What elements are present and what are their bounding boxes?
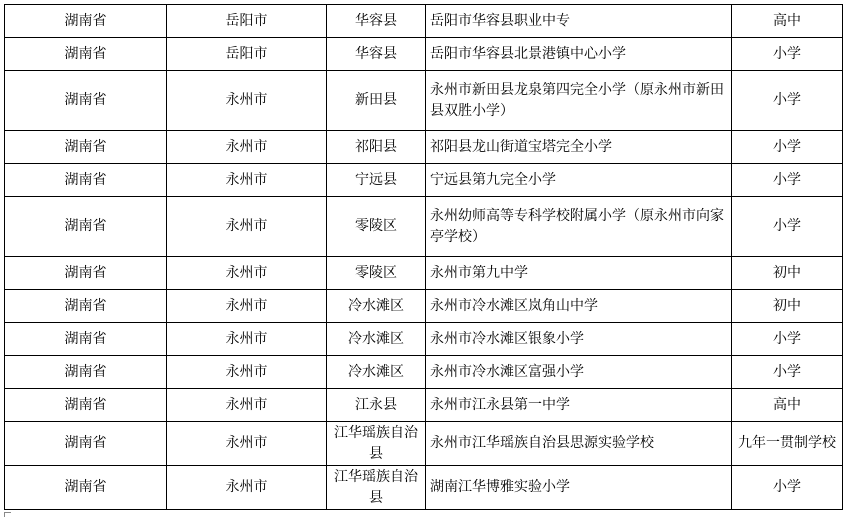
level-cell: 初中 (732, 257, 843, 290)
city-cell: 永州市 (167, 290, 327, 323)
level-cell: 初中 (732, 290, 843, 323)
county-cell: 祁阳县 (327, 131, 426, 164)
city-cell: 永州市 (167, 422, 327, 466)
province-cell: 湖南省 (5, 71, 167, 131)
province-cell: 湖南省 (5, 466, 167, 510)
province-cell: 湖南省 (5, 164, 167, 197)
province-cell: 湖南省 (5, 323, 167, 356)
city-cell: 永州市 (167, 356, 327, 389)
city-cell: 永州市 (167, 197, 327, 257)
school-cell: 岳阳市华容县北景港镇中心小学 (426, 38, 732, 71)
city-cell: 永州市 (167, 466, 327, 510)
school-cell: 祁阳县龙山街道宝塔完全小学 (426, 131, 732, 164)
county-cell: 冷水滩区 (327, 290, 426, 323)
province-cell: 湖南省 (5, 38, 167, 71)
school-cell: 永州市冷水滩区银象小学 (426, 323, 732, 356)
city-cell: 永州市 (167, 164, 327, 197)
table-row (5, 131, 843, 164)
level-cell: 小学 (732, 356, 843, 389)
city-cell: 永州市 (167, 257, 327, 290)
province-cell: 湖南省 (5, 5, 167, 38)
county-cell: 冷水滩区 (327, 356, 426, 389)
county-cell: 宁远县 (327, 164, 426, 197)
level-cell: 小学 (732, 164, 843, 197)
county-cell: 江华瑶族自治县 (327, 422, 426, 466)
level-cell: 九年一贯制学校 (732, 422, 843, 466)
level-cell: 高中 (732, 5, 843, 38)
province-cell: 湖南省 (5, 197, 167, 257)
level-cell: 小学 (732, 323, 843, 356)
table-row (5, 356, 843, 389)
province-cell: 湖南省 (5, 356, 167, 389)
table-row (5, 38, 843, 71)
school-cell: 永州市冷水滩区富强小学 (426, 356, 732, 389)
province-cell: 湖南省 (5, 389, 167, 422)
table-row (5, 197, 843, 257)
level-cell: 小学 (732, 131, 843, 164)
table-row (5, 466, 843, 510)
city-cell: 岳阳市 (167, 5, 327, 38)
county-cell: 冷水滩区 (327, 323, 426, 356)
city-cell: 永州市 (167, 131, 327, 164)
county-cell: 零陵区 (327, 197, 426, 257)
school-cell: 永州市新田县龙泉第四完全小学（原永州市新田县双胜小学） (426, 71, 732, 131)
county-cell: 零陵区 (327, 257, 426, 290)
school-cell: 永州市江华瑶族自治县思源实验学校 (426, 422, 732, 466)
province-cell: 湖南省 (5, 290, 167, 323)
county-cell: 江永县 (327, 389, 426, 422)
province-cell: 湖南省 (5, 131, 167, 164)
school-cell: 永州市江永县第一中学 (426, 389, 732, 422)
school-cell: 宁远县第九完全小学 (426, 164, 732, 197)
city-cell: 永州市 (167, 71, 327, 131)
level-cell: 小学 (732, 71, 843, 131)
city-cell: 永州市 (167, 323, 327, 356)
school-cell: 永州市第九中学 (426, 257, 732, 290)
table-row (5, 257, 843, 290)
city-cell: 永州市 (167, 389, 327, 422)
school-cell: 岳阳市华容县职业中专 (426, 5, 732, 38)
county-cell: 华容县 (327, 5, 426, 38)
school-cell: 湖南江华博雅实验小学 (426, 466, 732, 510)
table-row (5, 290, 843, 323)
table-row (5, 422, 843, 466)
table-row (5, 5, 843, 38)
county-cell: 华容县 (327, 38, 426, 71)
table-row (5, 323, 843, 356)
school-cell: 永州幼师高等专科学校附属小学（原永州市向家亭学校） (426, 197, 732, 257)
county-cell: 新田县 (327, 71, 426, 131)
level-cell: 高中 (732, 389, 843, 422)
level-cell: 小学 (732, 38, 843, 71)
province-cell: 湖南省 (5, 422, 167, 466)
table-row (5, 164, 843, 197)
level-cell: 小学 (732, 197, 843, 257)
school-list-table (4, 4, 843, 510)
province-cell: 湖南省 (5, 257, 167, 290)
city-cell: 岳阳市 (167, 38, 327, 71)
table-row (5, 71, 843, 131)
school-cell: 永州市冷水滩区岚角山中学 (426, 290, 732, 323)
county-cell: 江华瑶族自治县 (327, 466, 426, 510)
table-row (5, 389, 843, 422)
level-cell: 小学 (732, 466, 843, 510)
corner-mark (4, 512, 11, 517)
